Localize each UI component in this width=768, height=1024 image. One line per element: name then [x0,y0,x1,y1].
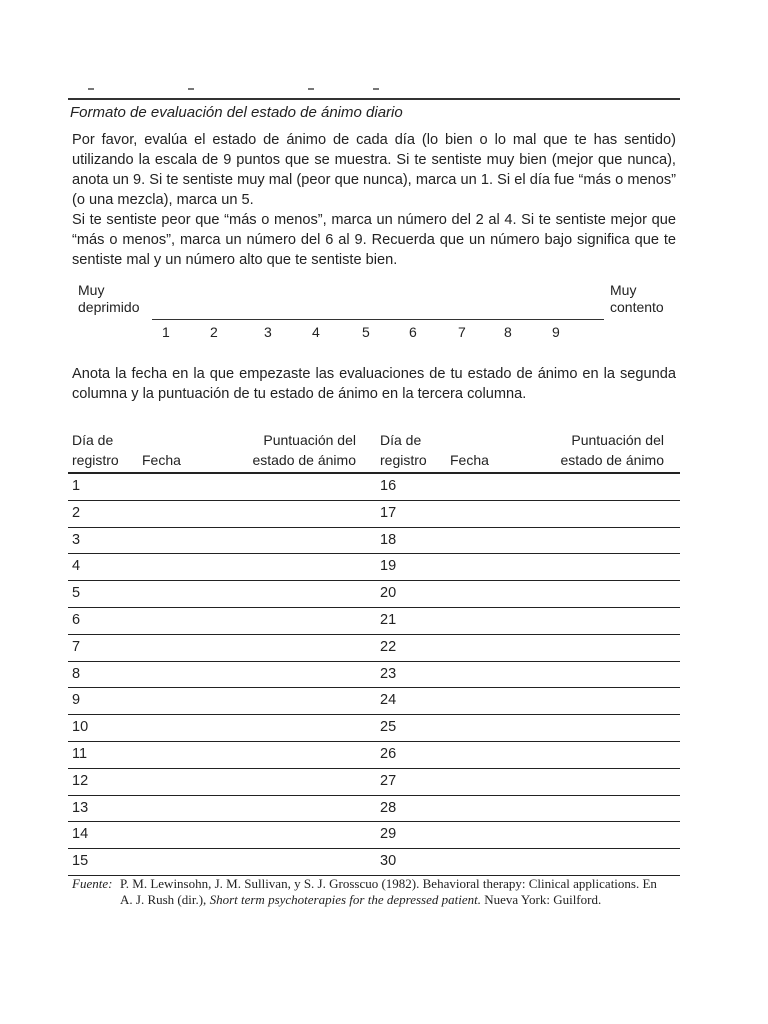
header-day-right: Día de registro [380,432,427,468]
header-date-left: Fecha [142,452,181,468]
scale-number: 6 [409,324,417,340]
table-row [68,796,680,823]
scale-line [152,319,604,320]
table-row [68,715,680,742]
scale-number: 7 [458,324,466,340]
day-cell: 26 [380,745,397,762]
table-row [68,635,680,662]
date-note: Anota la fecha en la que empezaste las evaluaciones de tu estado de ánimo en la segunda columna y la puntuación de tu estado de ánimo en la tercera columna. [72,366,676,402]
table-row [68,581,680,608]
day-cell: 13 [72,799,89,816]
instructions [72,130,676,270]
table-row [68,742,680,769]
day-cell: 11 [72,745,88,762]
scale-left-label: Muy deprimido [78,282,140,315]
top-cropped-text-fragments [68,86,680,94]
table-row [68,662,680,689]
scale-number: 8 [504,324,512,340]
day-cell: 19 [380,558,397,575]
day-cell: 24 [380,692,397,709]
table-row [68,849,680,876]
instructions-paragraph-1: Por favor, evalúa el estado de ánimo de cada día (lo bien o lo mal que te has sentido) utilizando la escala de 9 puntos que se muestra. Si te sentiste muy bien (mejor que nunca), anota un 9. Si te sentiste muy mal (peor que nunca), marca un 1. Si el día fue “más o menos” (o una mezcla), marca un 5. [72,132,676,208]
day-cell: 7 [72,638,81,655]
day-cell: 23 [380,665,397,682]
day-cell: 12 [72,772,89,789]
table-row [68,769,680,796]
day-cell: 18 [380,531,397,548]
form-title: Formato de evaluación del estado de ánimo diario [70,104,403,121]
source-book-title: Short term psychoterapies for the depressed patient. [209,892,481,907]
scale-number: 4 [312,324,320,340]
header-date-right: Fecha [450,452,489,468]
day-cell: 16 [380,478,397,494]
table-row [68,688,680,715]
table-row [68,501,680,528]
day-cell: 4 [72,558,81,575]
day-cell: 28 [380,799,397,816]
day-cell: 5 [72,585,81,602]
header-score-left: Puntuación del estado de ánimo [252,432,356,468]
source-label: Fuente: [72,876,113,891]
scale-number: 9 [552,324,560,340]
day-cell: 30 [380,853,397,870]
scale-number: 5 [362,324,370,340]
day-cell: 1 [72,478,81,494]
top-rule [68,98,680,100]
mood-scale [72,282,676,342]
table-header [68,428,680,474]
mood-record-table [68,428,680,876]
table-body [68,474,680,876]
scale-number: 3 [264,324,272,340]
source-text: P. M. Lewinsohn, J. M. Sullivan, y S. J. Grosscuo (1982). Behavioral therapy: Clinical applications. En A. J. Rush (dir.), Short term psychoterapies for the depressed patient. Nueva York: Guilford. [120,876,657,907]
table-row [68,474,680,501]
table-row [68,608,680,635]
day-cell: 27 [380,772,397,789]
table-row [68,554,680,581]
day-cell: 29 [380,826,397,843]
header-day-left: Día de registro [72,432,119,468]
day-cell: 10 [72,719,89,736]
table-row [68,528,680,555]
day-cell: 22 [380,638,397,655]
day-cell: 3 [72,531,81,548]
day-cell: 20 [380,585,397,602]
day-cell: 9 [72,692,81,709]
table-row [68,822,680,849]
day-cell: 21 [380,611,397,628]
header-score-right: Puntuación del estado de ánimo [560,432,664,468]
day-cell: 14 [72,826,89,843]
day-cell: 6 [72,611,81,628]
scale-number: 2 [210,324,218,340]
instructions-paragraph-2: Si te sentiste peor que “más o menos”, marca un número del 2 al 4. Si te sentiste mejor que “más o menos”, marca un número del 6 al 9. Recuerda que un número bajo significa que te sentiste mal y un número alto que te sentiste bien. [72,212,676,268]
day-cell: 8 [72,665,81,682]
day-cell: 15 [72,853,89,870]
scale-number: 1 [162,324,170,340]
scale-right-label: Muy contento [610,282,664,315]
day-cell: 2 [72,504,81,521]
day-cell: 25 [380,719,397,736]
day-cell: 17 [380,504,397,521]
